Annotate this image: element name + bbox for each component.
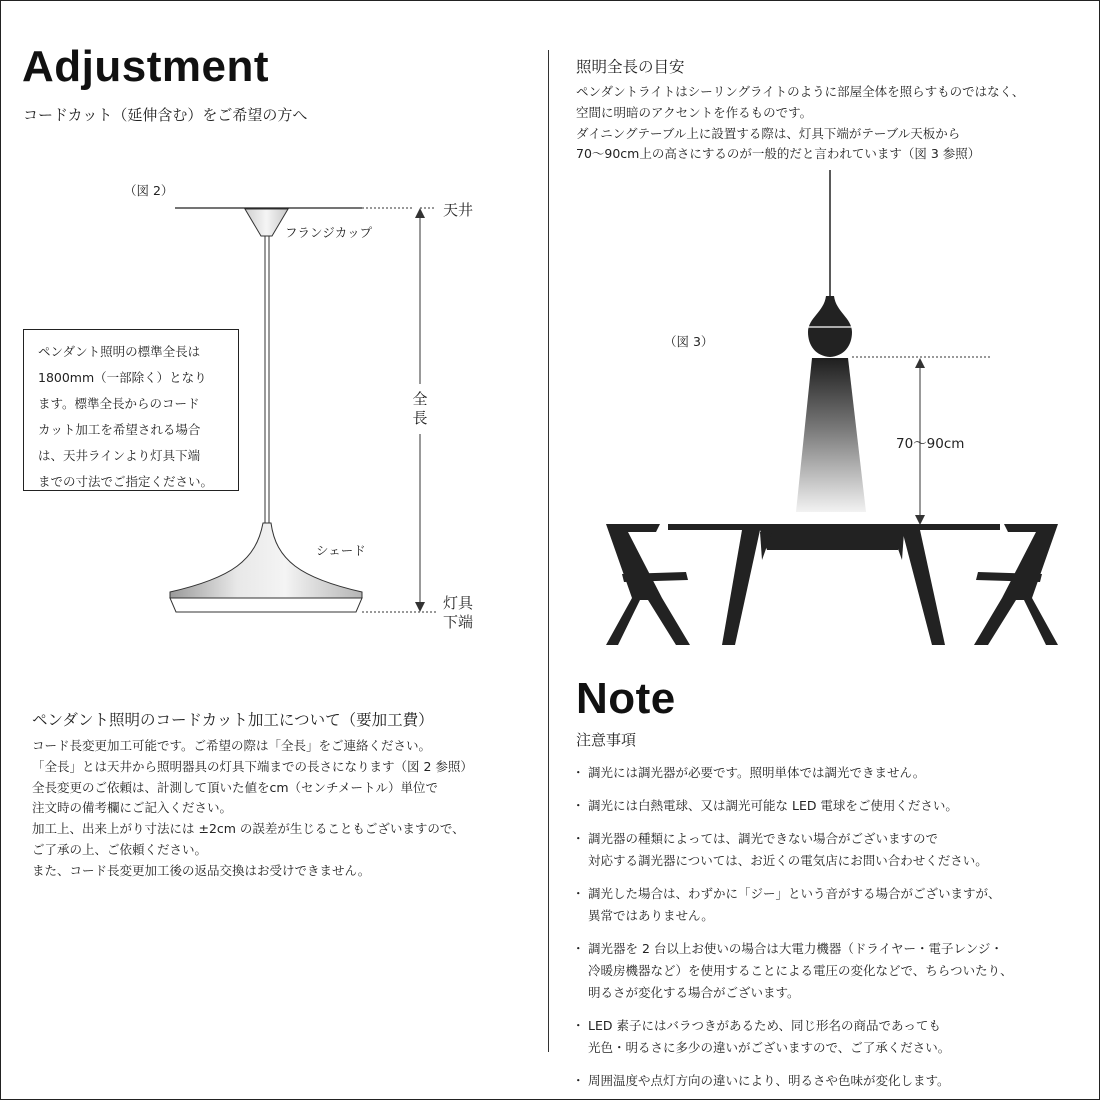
height-label: 70〜90cm [896,436,965,452]
note-item: ・ 調光には調光器が必要です。照明単体では調光できません。 [576,762,1013,784]
height-arrowhead-down [915,515,925,525]
chair-left-back [606,524,690,645]
chair-right-back [974,524,1058,645]
height-arrowhead-up [915,358,925,368]
fixture-bottom-label: 灯具 下端 [443,594,474,631]
note-item: ・ 調光には白熱電球、又は調光可能な LED 電球をご使用ください。 [576,795,1013,817]
notes-list [576,762,1013,1103]
table-leg-left [722,530,760,645]
table-top [668,524,1000,530]
shade-label: シェード [316,543,366,558]
figure-2-caption: （図 2） [124,183,174,198]
adjustment-title: Adjustment [22,42,269,91]
adjustment-subtitle: コードカット（延伸含む）をご希望の方へ [23,106,308,124]
note-item: ・ 調光した場合は、わずかに「ジー」という音がする場合がございますが、 異常ではありません。 [576,883,1013,927]
note-item: ・ 調光器の種類によっては、調光できない場合がございますので 対応する調光器については、お近くの電気店にお問い合わせください。 [576,828,1013,872]
cord-cut-heading: ペンダント照明のコードカット加工について（要加工費） [32,711,434,729]
guide-title: 照明全長の目安 [576,58,685,76]
standard-length-note-box: ペンダント照明の標準全長は 1800mm（一部除く）となり ます。標準全長からのコード カット加工を希望される場合 は、天井ラインより灯具下端 までの寸法でご指定ください。 [23,329,239,491]
table-leg-right [902,530,945,645]
light-beam [796,358,866,512]
table-apron [760,530,905,550]
guide-body: ペンダントライトはシーリングライトのように部屋全体を照らすものではなく、 空間に明暗のアクセントを作るものです。 ダイニングテーブル上に設置する際は、灯具下端がテーブル天板から 70〜90cm上の高さにするのが一般的だと言われています（図 3 参照） [576,84,1025,162]
note-item: ・ LED 素子にはバラつきがあるため、同じ形名の商品であっても 光色・明るさに多少の違いがございますので、ご了承ください。 [576,1015,1013,1059]
ceiling-label: 天井 [443,201,474,219]
cord-cut-body: コード長変更加工可能です。ご希望の際は「全長」をご連絡ください。 「全長」とは天井から照明器具の灯具下端までの長さになります（図 2 参照） 全長変更のご依頼は、計測して頂いた値をcm（センチメートル）単位で 注文時の備考欄にご記入ください。 加工上、出来上がり寸法には ±2cm の誤差が生じることもございますので、 ご了承の上、ご依頼ください。 また、コード長変更加工後の返品交換はお受けできません。 [32,738,473,878]
flange-cup-label: フランジカップ [285,225,373,240]
total-length-label: 全 長 [412,390,428,427]
note-subtitle: 注意事項 [576,731,637,749]
note-item: ・ 調光器を 2 台以上お使いの場合は大電力機器（ドライヤー・電子レンジ・ 冷暖房機器など）を使用することによる電圧の変化などで、ちらついたり、 明るさが変化する場合がございます。 [576,938,1013,1004]
figure-3-caption: （図 3） [664,334,714,349]
note-title: Note [576,674,676,723]
note-item: ・ 周囲温度や点灯方向の違いにより、明るさや色味が変化します。 [576,1070,1013,1092]
